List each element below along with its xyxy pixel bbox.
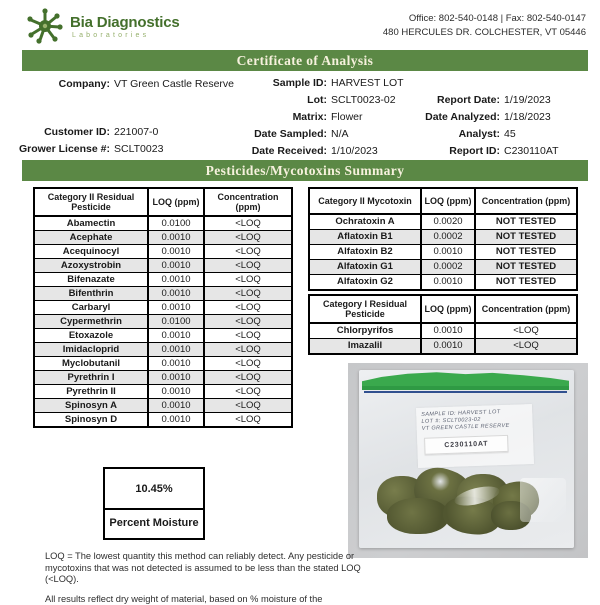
table-cell: Alfatoxin G2 bbox=[309, 275, 421, 291]
category2-pesticide-table bbox=[33, 187, 293, 428]
table-cell: Bifenthrin bbox=[34, 287, 148, 301]
table-cell: 0.0010 bbox=[421, 275, 475, 291]
percent-moisture-box bbox=[103, 467, 205, 540]
table-row bbox=[34, 343, 292, 357]
info-column-right bbox=[402, 72, 592, 160]
info-column-left bbox=[14, 72, 244, 158]
table-cell: 0.0002 bbox=[421, 230, 475, 245]
table-cell: NOT TESTED bbox=[475, 214, 577, 230]
table-row bbox=[309, 323, 577, 339]
loq-definition-note: LOQ = The lowest quantity this method can reliably detect. Any pesticide or mycotoxins that was not detected is assumed to be less than the stated LOQ (<LOQ). bbox=[45, 551, 375, 586]
table-cell: 0.0010 bbox=[148, 329, 204, 343]
table-cell: 0.0010 bbox=[148, 231, 204, 245]
info-analyst-label: Analyst: bbox=[402, 126, 500, 143]
table-header-row bbox=[309, 188, 577, 214]
table-cell: <LOQ bbox=[204, 259, 292, 273]
info-analyst-value: 45 bbox=[504, 126, 516, 143]
table-cell: 0.0010 bbox=[148, 301, 204, 315]
bag-label-line: SAMPLE ID: HARVEST LOT bbox=[421, 408, 527, 419]
sample-photo bbox=[348, 363, 588, 558]
table-cell: <LOQ bbox=[204, 371, 292, 385]
table-cell: 0.0010 bbox=[421, 323, 475, 339]
bud-blob bbox=[387, 498, 449, 534]
table-cell: 0.0010 bbox=[148, 399, 204, 413]
table-cell: Acephate bbox=[34, 231, 148, 245]
table-cell: 0.0100 bbox=[148, 315, 204, 329]
table-row bbox=[34, 329, 292, 343]
bia-starburst-icon bbox=[24, 5, 66, 47]
table-row bbox=[34, 315, 292, 329]
table-cell: <LOQ bbox=[204, 287, 292, 301]
table-row bbox=[309, 275, 577, 291]
bag-label-line: VT GREEN CASTLE RESERVE bbox=[422, 422, 528, 433]
info-grower-license bbox=[14, 141, 244, 158]
contact-address-line: 480 HERCULES DR. COLCHESTER, VT 05446 bbox=[383, 26, 586, 40]
info-spacer bbox=[14, 93, 244, 124]
contact-phone-line: Office: 802-540-0148 | Fax: 802-540-0147 bbox=[383, 12, 586, 26]
info-date-analyzed-label: Date Analyzed: bbox=[402, 109, 500, 126]
column-header: LOQ (ppm) bbox=[148, 188, 204, 216]
table-row bbox=[309, 230, 577, 245]
brand-text bbox=[70, 14, 180, 39]
table-cell: Etoxazole bbox=[34, 329, 148, 343]
brand-subtitle: Laboratories bbox=[72, 32, 180, 39]
info-report-id-label: Report ID: bbox=[402, 143, 500, 160]
table-cell: 0.0010 bbox=[421, 339, 475, 355]
table-cell: Azoxystrobin bbox=[34, 259, 148, 273]
table-cell: Spinosyn A bbox=[34, 399, 148, 413]
table-cell: Cypermethrin bbox=[34, 315, 148, 329]
table-cell: <LOQ bbox=[204, 329, 292, 343]
bag-empty-corner bbox=[520, 478, 566, 522]
info-customer-id-label: Customer ID: bbox=[14, 124, 110, 141]
table-cell: NOT TESTED bbox=[475, 275, 577, 291]
moisture-value: 10.45% bbox=[105, 469, 203, 510]
table-cell: 0.0010 bbox=[148, 357, 204, 371]
table-header-row bbox=[34, 188, 292, 216]
table-cell: <LOQ bbox=[204, 357, 292, 371]
info-date-analyzed-value: 1/18/2023 bbox=[504, 109, 551, 126]
table-row bbox=[34, 259, 292, 273]
table-cell: <LOQ bbox=[475, 339, 577, 355]
info-date-sampled-value: N/A bbox=[331, 126, 349, 143]
table-cell: <LOQ bbox=[204, 216, 292, 231]
table-cell: 0.0010 bbox=[148, 273, 204, 287]
table-cell: <LOQ bbox=[204, 343, 292, 357]
table-cell: Pyrethrin I bbox=[34, 371, 148, 385]
table-cell: 0.0010 bbox=[148, 385, 204, 399]
table-cell: Abamectin bbox=[34, 216, 148, 231]
sample-info-block bbox=[0, 72, 600, 160]
table-cell: <LOQ bbox=[204, 315, 292, 329]
info-lot-label: Lot: bbox=[232, 92, 327, 109]
summary-banner: Pesticides/Mycotoxins Summary bbox=[22, 160, 588, 181]
table-cell: <LOQ bbox=[204, 231, 292, 245]
table-row bbox=[34, 399, 292, 413]
table-cell: Pyrethrin II bbox=[34, 385, 148, 399]
info-report-id bbox=[402, 143, 592, 160]
table-cell: NOT TESTED bbox=[475, 245, 577, 260]
table-cell: Spinosyn D bbox=[34, 413, 148, 428]
column-header: Concentration (ppm) bbox=[475, 188, 577, 214]
table-row bbox=[34, 231, 292, 245]
table-row bbox=[34, 371, 292, 385]
info-date-received-value: 1/10/2023 bbox=[331, 143, 378, 160]
table-cell: Imazalil bbox=[309, 339, 421, 355]
column-header: Category II Mycotoxin bbox=[309, 188, 421, 214]
cannabis-buds bbox=[359, 370, 574, 548]
info-matrix-label: Matrix: bbox=[232, 109, 327, 126]
info-date-sampled-label: Date Sampled: bbox=[232, 126, 327, 143]
table-cell: <LOQ bbox=[204, 273, 292, 287]
info-report-date-label: Report Date: bbox=[402, 92, 500, 109]
column-header: Category II Residual Pesticide bbox=[34, 188, 148, 216]
info-analyst bbox=[402, 126, 592, 143]
info-report-id-value: C230110AT bbox=[504, 143, 558, 160]
brand-logo bbox=[24, 5, 180, 47]
table-row bbox=[34, 273, 292, 287]
table-row bbox=[309, 260, 577, 275]
info-grower-license-label: Grower License #: bbox=[14, 141, 110, 158]
bag-label-line: LOT #: SCLT0023-02 bbox=[421, 415, 527, 426]
column-header: LOQ (ppm) bbox=[421, 295, 475, 323]
table-row bbox=[34, 385, 292, 399]
table-row bbox=[309, 245, 577, 260]
table-cell: 0.0002 bbox=[421, 260, 475, 275]
table-cell: Alfatoxin B2 bbox=[309, 245, 421, 260]
table-cell: Aflatoxin B1 bbox=[309, 230, 421, 245]
table-row bbox=[309, 214, 577, 230]
category1-pesticide-table bbox=[308, 294, 578, 355]
sample-bag bbox=[359, 370, 574, 548]
table-row bbox=[34, 287, 292, 301]
info-company-value: VT Green Castle Reserve bbox=[114, 76, 234, 93]
info-date-received-label: Date Received: bbox=[232, 143, 327, 160]
bag-report-id-sticker: C230110AT bbox=[424, 435, 509, 455]
info-grower-license-value: SCLT0023 bbox=[114, 141, 163, 158]
footer-notes bbox=[45, 551, 375, 605]
dry-weight-note: All results reflect dry weight of material, based on % moisture of the bbox=[45, 594, 375, 605]
table-row bbox=[34, 413, 292, 428]
info-date-analyzed bbox=[402, 109, 592, 126]
table-cell: Myclobutanil bbox=[34, 357, 148, 371]
table-cell: <LOQ bbox=[475, 323, 577, 339]
table-cell: 0.0100 bbox=[148, 216, 204, 231]
table-cell: <LOQ bbox=[204, 399, 292, 413]
contact-block bbox=[383, 12, 586, 39]
table-cell: Ochratoxin A bbox=[309, 214, 421, 230]
table-cell: Acequinocyl bbox=[34, 245, 148, 259]
table-row bbox=[34, 357, 292, 371]
info-lot-value: SCLT0023-02 bbox=[331, 92, 396, 109]
column-header: Category I Residual Pesticide bbox=[309, 295, 421, 323]
table-cell: Bifenazate bbox=[34, 273, 148, 287]
table-row bbox=[34, 245, 292, 259]
table-cell: 0.0010 bbox=[148, 245, 204, 259]
table-cell: <LOQ bbox=[204, 245, 292, 259]
table-cell: <LOQ bbox=[204, 301, 292, 315]
info-sample-id-value: HARVEST LOT bbox=[331, 75, 404, 92]
info-customer-id bbox=[14, 124, 244, 141]
table-cell: Chlorpyrifos bbox=[309, 323, 421, 339]
table-cell: 0.0010 bbox=[148, 413, 204, 428]
table-row bbox=[309, 339, 577, 355]
table-cell: <LOQ bbox=[204, 413, 292, 428]
info-report-date bbox=[402, 92, 592, 109]
table-row bbox=[34, 301, 292, 315]
table-header-row bbox=[309, 295, 577, 323]
info-report-date-value: 1/19/2023 bbox=[504, 92, 551, 109]
table-cell: NOT TESTED bbox=[475, 260, 577, 275]
brand-name: Bia Diagnostics bbox=[70, 14, 180, 31]
moisture-label: Percent Moisture bbox=[105, 510, 203, 536]
table-cell: 0.0010 bbox=[148, 343, 204, 357]
certificate-banner: Certificate of Analysis bbox=[22, 50, 588, 71]
info-company-label: Company: bbox=[14, 76, 110, 93]
table-cell: Carbaryl bbox=[34, 301, 148, 315]
column-header: LOQ (ppm) bbox=[421, 188, 475, 214]
info-company bbox=[14, 76, 244, 93]
info-sample-id-label: Sample ID: bbox=[232, 75, 327, 92]
table-cell: Imidacloprid bbox=[34, 343, 148, 357]
table-cell: 0.0010 bbox=[421, 245, 475, 260]
column-header: Concentration (ppm) bbox=[204, 188, 292, 216]
table-cell: 0.0010 bbox=[148, 259, 204, 273]
column-header: Concentration (ppm) bbox=[475, 295, 577, 323]
table-cell: Alfatoxin G1 bbox=[309, 260, 421, 275]
table-cell: 0.0010 bbox=[148, 287, 204, 301]
table-cell: 0.0010 bbox=[148, 371, 204, 385]
info-matrix-value: Flower bbox=[331, 109, 363, 126]
table-row bbox=[34, 216, 292, 231]
category2-mycotoxin-table bbox=[308, 187, 578, 291]
table-cell: 0.0020 bbox=[421, 214, 475, 230]
table-cell: NOT TESTED bbox=[475, 230, 577, 245]
table-cell: <LOQ bbox=[204, 385, 292, 399]
info-customer-id-value: 221007-0 bbox=[114, 124, 158, 141]
